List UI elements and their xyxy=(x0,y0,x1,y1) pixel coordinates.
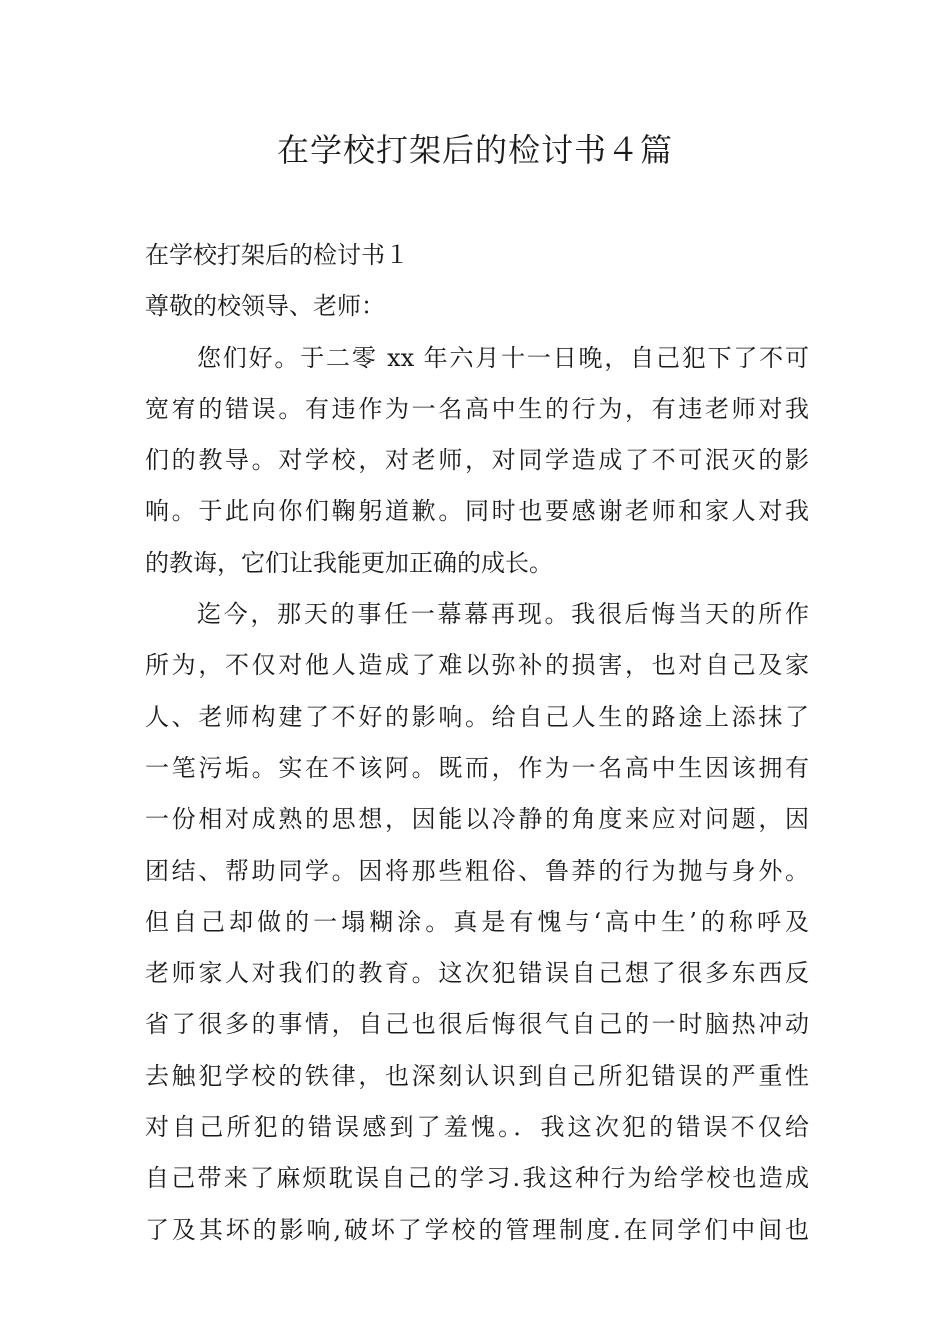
paragraph-line: 宽宥的错误。有违作为一名高中生的行为，有违老师对我 xyxy=(145,394,809,423)
paragraph-line: 的教诲，它们让我能更加正确的成长。 xyxy=(145,548,553,577)
paragraph-line: 您们好。于二零 xx 年六月十一日晚，自己犯下了不可 xyxy=(197,343,809,372)
paragraph-line: 去触犯学校的铁律，也深刻认识到自己所犯错误的严重性 xyxy=(145,1061,809,1090)
section-heading: 在学校打架后的检讨书１ xyxy=(145,241,409,269)
paragraph-line: 了及其坏的影响,破坏了学校的管理制度.在同学们中间也 xyxy=(145,1215,809,1244)
paragraph-line: 省了很多的事情，自己也很后悔很气自己的一时脑热冲动 xyxy=(145,1010,809,1039)
paragraph-line: 响。于此向你们鞠躬道歉。同时也要感谢老师和家人对我 xyxy=(145,497,809,526)
paragraph-line: 自己带来了麻烦耽误自己的学习.我这种行为给学校也造成 xyxy=(145,1164,809,1193)
paragraph-line: 所为，不仅对他人造成了难以弥补的损害，也对自己及家 xyxy=(145,651,809,680)
paragraph-line: 迄今，那天的事任一幕幕再现。我很后悔当天的所作 xyxy=(197,600,809,629)
paragraph-line: 一份相对成熟的思想，因能以冷静的角度来应对问题，因 xyxy=(145,805,809,834)
document-body xyxy=(145,230,809,1256)
salutation: 尊敬的校领导、老师： xyxy=(145,292,385,321)
paragraph-line: 人、老师构建了不好的影响。给自己人生的路途上添抹了 xyxy=(145,702,809,731)
paragraph-line: 团结、帮助同学。因将那些粗俗、鲁莽的行为抛与身外。 xyxy=(145,856,809,885)
document-title: 在学校打架后的检讨书４篇 xyxy=(276,131,673,169)
paragraph-line: 但自己却做的一塌糊涂。真是有愧与‘高中生’的称呼及 xyxy=(145,907,809,936)
paragraph-line: 老师家人对我们的教育。这次犯错误自己想了很多东西反 xyxy=(145,959,809,988)
paragraph-line: 们的教导。对学校，对老师，对同学造成了不可泯灭的影 xyxy=(145,446,809,475)
paragraph-line: 对自己所犯的错误感到了羞愧。．我这次犯的错误不仅给 xyxy=(145,1113,809,1142)
paragraph-line: 一笔污垢。实在不该阿。既而，作为一名高中生因该拥有 xyxy=(145,753,809,782)
